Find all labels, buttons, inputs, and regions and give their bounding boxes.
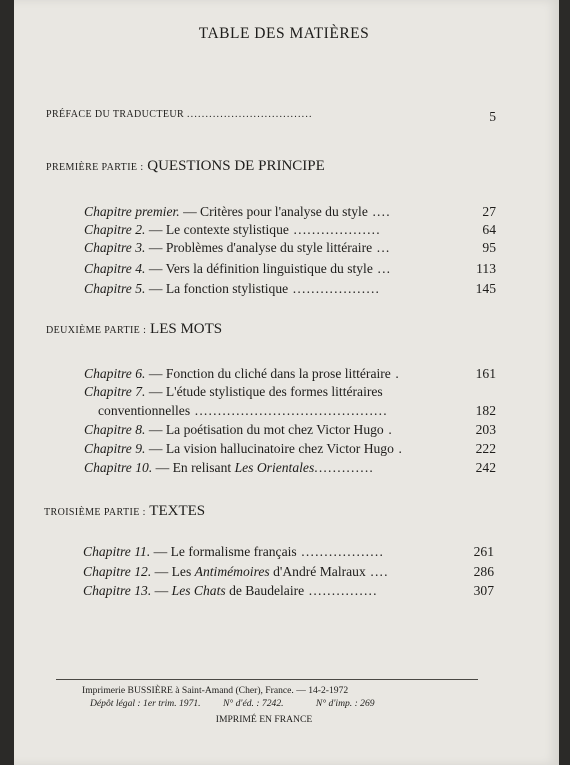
toc-entry-10: [84, 460, 374, 476]
chapter-title-continued: conventionnelles: [98, 403, 191, 418]
toc-entry-7: [84, 384, 383, 400]
toc-page-3: 95: [482, 240, 496, 255]
chapter-label: Chapitre 5.: [84, 281, 146, 296]
preface-label: PRÉFACE DU TRADUCTEUR: [46, 109, 185, 120]
dot-leader: .: [393, 441, 404, 456]
chapter-title: — L'étude stylistique des formes littéraires: [148, 384, 383, 399]
chapter-title-after: d'André Malraux: [273, 564, 366, 579]
chapter-title: — Fonction du cliché dans la prose littéraire: [148, 366, 391, 381]
toc-entry-8: [84, 422, 393, 438]
part-title: LES MOTS: [150, 321, 223, 337]
chapter-title: — Le contexte stylistique: [148, 222, 289, 237]
toc-entry-4: [84, 261, 391, 277]
chapter-label: Chapitre 10.: [84, 460, 153, 475]
dot-leader: ....: [367, 204, 391, 219]
toc-page-9: 222: [475, 441, 496, 456]
chapter-title: — Les: [154, 564, 192, 579]
chapter-label: Chapitre 4.: [84, 261, 146, 276]
dot-leader: ....: [365, 564, 389, 579]
chapter-label: Chapitre 9.: [84, 441, 146, 456]
chapter-title: — En relisant: [155, 460, 232, 475]
dot-leader: ..................: [296, 544, 385, 559]
work-title: Les Chats: [171, 583, 226, 598]
chapter-title: — Critères pour l'analyse du style: [183, 204, 368, 219]
chapter-title: — Vers la définition linguistique du style: [148, 261, 373, 276]
chapter-title: — La fonction stylistique: [148, 281, 289, 296]
part-title: TEXTES: [149, 503, 206, 519]
preface-page: 5: [489, 109, 496, 124]
toc-entry-5: [84, 281, 380, 297]
chapter-title: — La vision hallucinatoire chez Victor Hugo: [148, 441, 394, 456]
toc-entry-9: [84, 441, 403, 457]
toc-page-12: 286: [473, 564, 494, 579]
toc-page-5: 145: [475, 281, 496, 296]
preface-entry: [46, 109, 313, 120]
dot-leader: ...................: [288, 281, 381, 296]
dot-leader: ...............: [304, 583, 378, 598]
toc-page-6: 161: [475, 366, 496, 381]
colophon-rule: [56, 679, 478, 680]
chapter-title: — La poétisation du mot chez Victor Hugo: [148, 422, 384, 437]
chapter-label: Chapitre 12.: [83, 564, 152, 579]
printed-in-france: IMPRIMÉ EN FRANCE: [215, 714, 313, 725]
page-title: TABLE DES MATIÈRES: [198, 25, 370, 42]
work-title: Les Orientales: [234, 460, 315, 475]
part-heading-2: [46, 321, 222, 338]
toc-entry-2: [84, 222, 381, 238]
dot-leader: ..................................: [186, 109, 313, 120]
toc-entry-12: [83, 564, 389, 580]
depot-legal: Dépôt légal : 1er trim. 1971.: [90, 698, 201, 709]
printer-line: Imprimerie BUSSIÈRE à Saint-Amand (Cher), France. — 14-2-1972: [82, 685, 349, 696]
toc-page-8: 203: [475, 422, 496, 437]
chapter-title: — Problèmes d'analyse du style littéraire: [148, 240, 373, 255]
chapter-label: Chapitre 7.: [84, 384, 146, 399]
print-number: N° d'imp. : 269: [315, 698, 375, 709]
chapter-label: Chapitre 2.: [84, 222, 146, 237]
chapter-title: — Le formalisme français: [153, 544, 297, 559]
toc-entry-11: [83, 544, 384, 560]
part-label: DEUXIÈME PARTIE :: [46, 325, 147, 336]
dot-leader: ...: [372, 240, 391, 255]
chapter-title-after: de Baudelaire: [229, 583, 305, 598]
book-page: [14, 0, 559, 765]
chapter-label: Chapitre 3.: [84, 240, 146, 255]
dot-leader: .............: [314, 460, 375, 475]
toc-page-13: 307: [473, 583, 494, 598]
toc-entry-3: [84, 240, 391, 256]
toc-entry-13: [83, 583, 378, 599]
toc-page-4: 113: [476, 261, 496, 276]
work-title: Antimémoires: [194, 564, 270, 579]
chapter-label: Chapitre 13.: [83, 583, 152, 598]
legal-line: [90, 698, 375, 709]
toc-page-11: 261: [473, 544, 494, 559]
part-label: PREMIÈRE PARTIE :: [46, 162, 144, 173]
toc-page-7: 182: [475, 403, 496, 418]
part-label: TROISIÈME PARTIE :: [44, 507, 146, 518]
part-heading-3: [44, 503, 205, 520]
toc-entry-7-continued: [98, 403, 388, 419]
chapter-label: Chapitre premier.: [84, 204, 180, 219]
chapter-label: Chapitre 11.: [83, 544, 151, 559]
part-title: QUESTIONS DE PRINCIPE: [147, 158, 325, 174]
chapter-title: —: [154, 583, 169, 598]
chapter-label: Chapitre 8.: [84, 422, 146, 437]
part-heading-1: [46, 158, 325, 175]
toc-entry-1: [84, 204, 391, 220]
toc-entry-6: [84, 366, 400, 382]
dot-leader: .: [383, 422, 393, 437]
toc-page-10: 242: [475, 460, 496, 475]
dot-leader: ...: [372, 261, 392, 276]
dot-leader: ...................: [288, 222, 381, 237]
chapter-label: Chapitre 6.: [84, 366, 146, 381]
edition-number: N° d'éd. : 7242.: [223, 698, 284, 709]
dot-leader: .: [390, 366, 401, 381]
toc-page-1: 27: [482, 204, 496, 219]
dot-leader: ..........................................: [190, 403, 388, 418]
toc-page-2: 64: [482, 222, 496, 237]
